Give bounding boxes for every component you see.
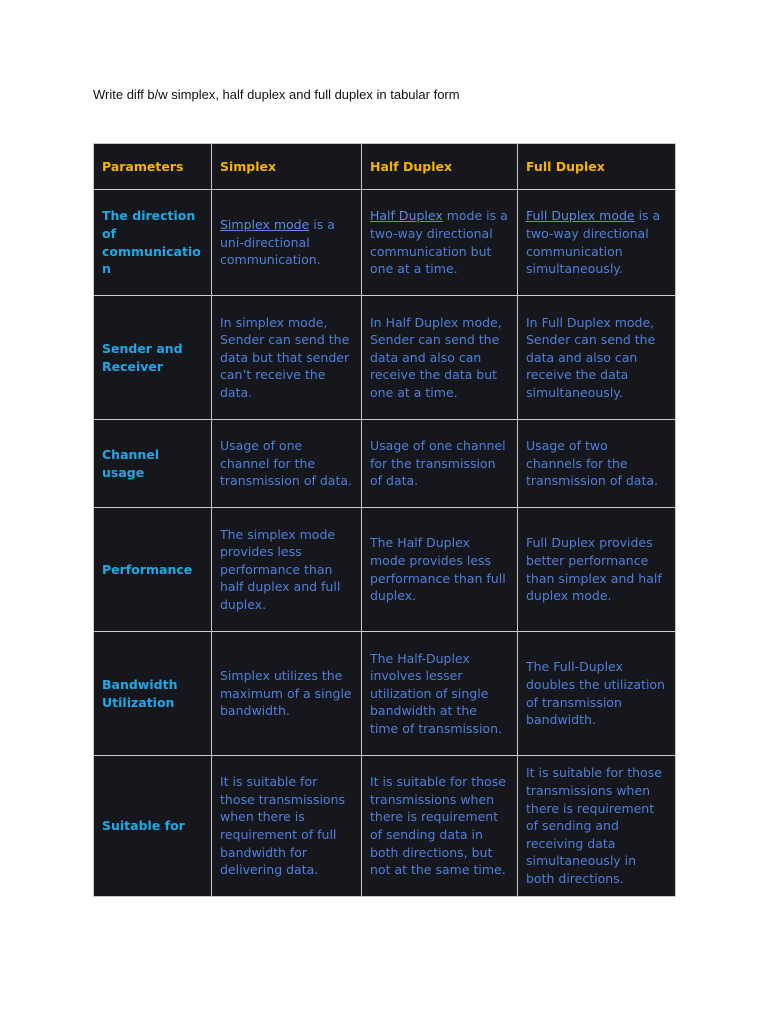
- simplex-mode-link[interactable]: Simplex mode: [220, 217, 310, 233]
- full-duplex-cell: Full Duplex provides better performance than simplex and half duplex mode.: [518, 508, 676, 632]
- half-duplex-cell: Usage of one channel for the transmission of data.: [362, 420, 518, 508]
- full-duplex-cell: The Full-Duplex doubles the utilization of transmission bandwidth.: [518, 632, 676, 756]
- table-row: [94, 296, 676, 420]
- parameter-cell: Performance: [94, 508, 212, 632]
- comparison-table: [93, 143, 676, 897]
- simplex-cell: Usage of one channel for the transmission of data.: [212, 420, 362, 508]
- header-simplex: Simplex: [212, 144, 362, 190]
- simplex-cell: The simplex mode provides less performance than half duplex and full duplex.: [212, 508, 362, 632]
- parameter-cell: Suitable for: [94, 756, 212, 897]
- table-row: [94, 756, 676, 897]
- header-full-duplex: Full Duplex: [518, 144, 676, 190]
- half-duplex-cell: It is suitable for those transmissions when there is requirement of sending data in both directions, but not at the same time.: [362, 756, 518, 897]
- header-parameters: Parameters: [94, 144, 212, 190]
- full-duplex-cell: It is suitable for those transmissions when there is requirement of sending and receiving data simultaneously in both directions.: [518, 756, 676, 897]
- full-duplex-mode-link[interactable]: Full Duplex mode: [526, 208, 635, 224]
- full-duplex-cell-text: is a two-way directional communication simultaneously.: [526, 208, 661, 277]
- parameter-cell: Sender and Receiver: [94, 296, 212, 420]
- simplex-cell-text: is a uni-directional communication.: [220, 217, 335, 268]
- header-half-duplex: Half Duplex: [362, 144, 518, 190]
- simplex-cell: In simplex mode, Sender can send the data but that sender can’t receive the data.: [212, 296, 362, 420]
- parameter-cell: Channel usage: [94, 420, 212, 508]
- simplex-cell: [212, 190, 362, 296]
- table-header-row: [94, 144, 676, 190]
- simplex-cell: Simplex utilizes the maximum of a single bandwidth.: [212, 632, 362, 756]
- table-row: [94, 632, 676, 756]
- full-duplex-cell: Usage of two channels for the transmission of data.: [518, 420, 676, 508]
- simplex-cell: It is suitable for those transmissions when there is requirement of full bandwidth for delivering data.: [212, 756, 362, 897]
- parameter-cell: The direction of communication: [94, 190, 212, 296]
- parameter-cell: Bandwidth Utilization: [94, 632, 212, 756]
- table-row: [94, 190, 676, 296]
- table-row: [94, 420, 676, 508]
- table-row: [94, 508, 676, 632]
- full-duplex-cell: [518, 190, 676, 296]
- half-duplex-link[interactable]: Half Duplex: [370, 208, 443, 224]
- half-duplex-cell-text: mode is a two-way directional communication but one at a time.: [370, 208, 508, 277]
- half-duplex-cell: The Half Duplex mode provides less performance than full duplex.: [362, 508, 518, 632]
- half-duplex-cell: [362, 190, 518, 296]
- page-heading: Write diff b/w simplex, half duplex and full duplex in tabular form: [93, 87, 460, 102]
- half-duplex-cell: The Half-Duplex involves lesser utilization of single bandwidth at the time of transmission.: [362, 632, 518, 756]
- full-duplex-cell: In Full Duplex mode, Sender can send the data and also can receive the data simultaneously.: [518, 296, 676, 420]
- half-duplex-cell: In Half Duplex mode, Sender can send the data and also can receive the data but one at a time.: [362, 296, 518, 420]
